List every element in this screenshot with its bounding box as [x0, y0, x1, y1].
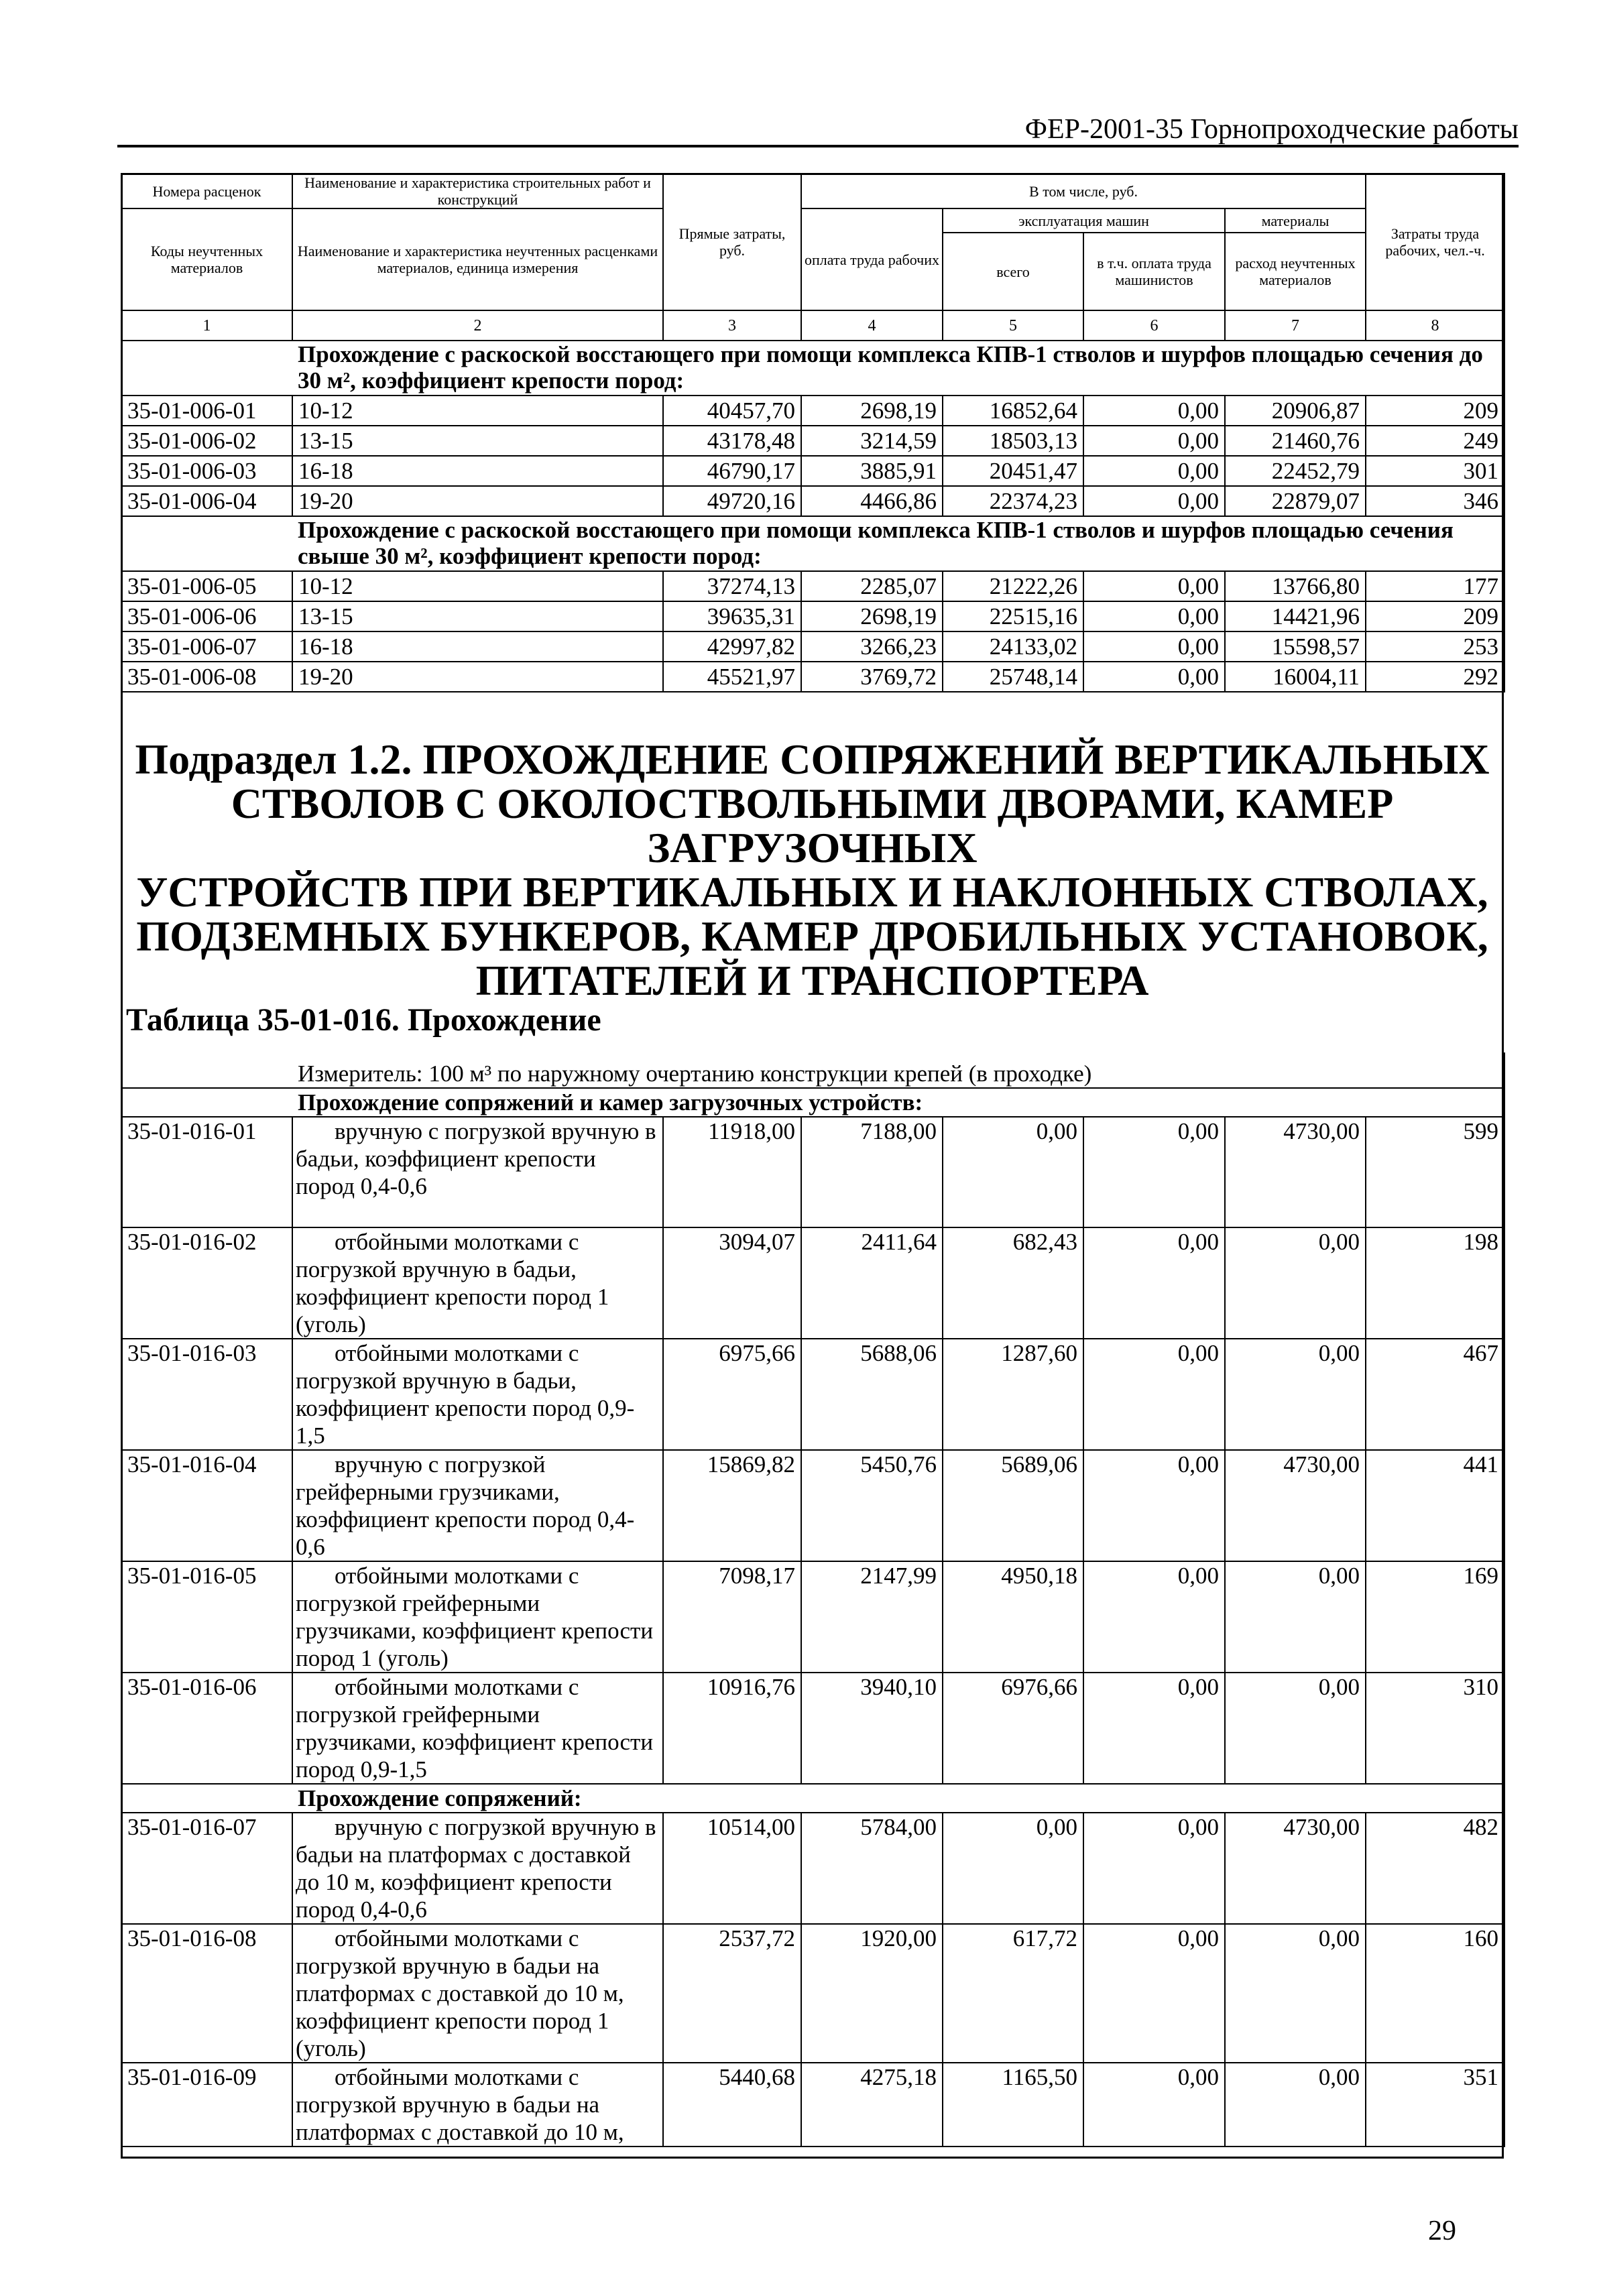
cell-rate-code: 35-01-016-04	[121, 1450, 292, 1561]
cell-machines-total: 1165,50	[943, 2063, 1083, 2147]
header-rule	[117, 145, 1519, 147]
cell-wages: 4466,86	[801, 486, 943, 516]
cell-materials: 22879,07	[1225, 486, 1366, 516]
cell-wages: 1920,00	[801, 1924, 943, 2063]
cell-work-name: 19-20	[292, 662, 663, 692]
subsection-title-line: ПИТАТЕЛЕЙ И ТРАНСПОРТЕРА	[475, 957, 1149, 1004]
subsection-title-line: УСТРОЙСТВ ПРИ ВЕРТИКАЛЬНЫХ И НАКЛОННЫХ СТВОЛАХ,	[136, 868, 1488, 916]
cell-work-name: отбойными молотками с погрузкой грейферными грузчиками, коэффициент крепости пород 1 (уголь)	[292, 1561, 663, 1673]
cell-machines-total: 0,00	[943, 1117, 1083, 1227]
cell-materials: 0,00	[1225, 1673, 1366, 1784]
cell-rate-code: 35-01-016-07	[121, 1813, 292, 1924]
cell-machines-total: 0,00	[943, 1813, 1083, 1924]
table-row	[121, 1813, 1504, 1924]
cell-labor: 599	[1366, 1117, 1504, 1227]
cell-materials: 15598,57	[1225, 631, 1366, 662]
col-name-top: Наименование и характеристика строительных работ и конструкций	[292, 174, 663, 208]
group-spacer	[121, 516, 292, 571]
cell-work-name: 16-18	[292, 456, 663, 486]
cell-work-name: вручную с погрузкой вручную в бадьи, коэффициент крепости пород 0,4-0,6	[292, 1117, 663, 1227]
cell-machines-wages: 0,00	[1083, 2063, 1225, 2147]
group-spacer	[121, 1784, 292, 1813]
cell-machines-wages: 0,00	[1083, 662, 1225, 692]
cell-materials: 20906,87	[1225, 396, 1366, 426]
cell-machines-wages: 0,00	[1083, 1450, 1225, 1561]
cell-labor: 177	[1366, 571, 1504, 601]
cell-direct-costs: 39635,31	[663, 601, 801, 631]
table-row	[121, 1561, 1504, 1673]
group-heading: Прохождение с раскоской восстающего при помощи комплекса КПВ-1 стволов и шурфов площадью сечения до 30 м², коэффициент крепости пород:	[292, 341, 1504, 396]
cell-machines-wages: 0,00	[1083, 486, 1225, 516]
cell-work-name: 10-12	[292, 571, 663, 601]
table-title: Таблица 35-01-016. Прохождение	[126, 1002, 601, 1038]
table-row	[121, 601, 1504, 631]
cell-work-name: отбойными молотками с погрузкой вручную в бадьи на платформах с доставкой до 10 м, коэффициент крепости пород 1 (уголь)	[292, 1924, 663, 2063]
cell-rate-code: 35-01-006-01	[121, 396, 292, 426]
cell-materials: 14421,96	[1225, 601, 1366, 631]
cell-wages: 5450,76	[801, 1450, 943, 1561]
subsection-title-line: СТВОЛОВ С ОКОЛОСТВОЛЬНЫМИ ДВОРАМИ, КАМЕР ЗАГРУЗОЧНЫХ	[231, 780, 1394, 871]
measure-line: Измеритель: 100 м³ по наружному очертанию конструкции крепей (в проходке)	[292, 1052, 1504, 1088]
table-row	[121, 662, 1504, 692]
col-num: 8	[1366, 310, 1504, 341]
group-heading: Прохождение с раскоской восстающего при помощи комплекса КПВ-1 стволов и шурфов площадью сечения свыше 30 м², коэффициент крепости пород:	[292, 516, 1504, 571]
cell-machines-wages: 0,00	[1083, 1813, 1225, 1924]
cell-work-name: 19-20	[292, 486, 663, 516]
table-row	[121, 1924, 1504, 2063]
cell-rate-code: 35-01-006-03	[121, 456, 292, 486]
cell-machines-total: 18503,13	[943, 426, 1083, 456]
cell-machines-total: 16852,64	[943, 396, 1083, 426]
cell-materials: 4730,00	[1225, 1450, 1366, 1561]
cell-labor: 169	[1366, 1561, 1504, 1673]
group-heading: Прохождение сопряжений и камер загрузочных устройств:	[292, 1088, 1504, 1117]
cell-direct-costs: 37274,13	[663, 571, 801, 601]
cell-labor: 292	[1366, 662, 1504, 692]
table-row	[121, 1227, 1504, 1339]
cell-direct-costs: 46790,17	[663, 456, 801, 486]
cell-machines-wages: 0,00	[1083, 1673, 1225, 1784]
col-num: 4	[801, 310, 943, 341]
cell-machines-wages: 0,00	[1083, 396, 1225, 426]
cell-labor: 198	[1366, 1227, 1504, 1339]
table-row	[121, 396, 1504, 426]
cell-machines-total: 22374,23	[943, 486, 1083, 516]
cell-machines-total: 24133,02	[943, 631, 1083, 662]
cell-machines-total: 4950,18	[943, 1561, 1083, 1673]
cell-machines-wages: 0,00	[1083, 1339, 1225, 1450]
cell-labor: 467	[1366, 1339, 1504, 1450]
cell-direct-costs: 10514,00	[663, 1813, 801, 1924]
cell-labor: 160	[1366, 1924, 1504, 2063]
cell-labor: 209	[1366, 601, 1504, 631]
group-heading: Прохождение сопряжений:	[292, 1784, 1504, 1813]
cell-materials: 13766,80	[1225, 571, 1366, 601]
subsection-title-line: ПОДЗЕМНЫХ БУНКЕРОВ, КАМЕР ДРОБИЛЬНЫХ УСТАНОВОК,	[136, 912, 1488, 960]
col-codes-bottom: Коды неучтенных материалов	[121, 208, 292, 310]
col-machines: эксплуатация машин	[943, 208, 1225, 233]
table-row	[121, 631, 1504, 662]
cell-wages: 3769,72	[801, 662, 943, 692]
cell-rate-code: 35-01-016-09	[121, 2063, 292, 2147]
cell-direct-costs: 6975,66	[663, 1339, 801, 1450]
cell-wages: 4275,18	[801, 2063, 943, 2147]
cell-materials: 0,00	[1225, 1339, 1366, 1450]
col-materials: материалы	[1225, 208, 1366, 233]
cell-materials: 0,00	[1225, 1924, 1366, 2063]
cell-machines-total: 22515,16	[943, 601, 1083, 631]
page-number: 29	[1428, 2216, 1456, 2246]
cell-direct-costs: 2537,72	[663, 1924, 801, 2063]
subsection-title-line: Подраздел 1.2. ПРОХОЖДЕНИЕ СОПРЯЖЕНИЙ ВЕРТИКАЛЬНЫХ	[135, 735, 1490, 783]
cell-machines-total: 21222,26	[943, 571, 1083, 601]
table-row	[121, 571, 1504, 601]
cell-wages: 2411,64	[801, 1227, 943, 1339]
col-machines-wages: в т.ч. оплата труда машинистов	[1083, 233, 1225, 310]
cell-machines-wages: 0,00	[1083, 456, 1225, 486]
cell-wages: 2285,07	[801, 571, 943, 601]
cell-rate-code: 35-01-016-03	[121, 1339, 292, 1450]
group-spacer	[121, 341, 292, 396]
cell-wages: 2698,19	[801, 601, 943, 631]
cell-machines-total: 5689,06	[943, 1450, 1083, 1561]
cell-rate-code: 35-01-006-02	[121, 426, 292, 456]
table-row	[121, 426, 1504, 456]
col-num: 3	[663, 310, 801, 341]
cell-work-name: отбойными молотками с погрузкой вручную в бадьи, коэффициент крепости пород 0,9-1,5	[292, 1339, 663, 1450]
cell-work-name: отбойными молотками с погрузкой грейферными грузчиками, коэффициент крепости пород 0,9-1,5	[292, 1673, 663, 1784]
cell-machines-total: 25748,14	[943, 662, 1083, 692]
cell-direct-costs: 5440,68	[663, 2063, 801, 2147]
table-row	[121, 2063, 1504, 2147]
cell-machines-wages: 0,00	[1083, 426, 1225, 456]
col-wages: оплата труда рабочих	[801, 208, 943, 310]
cell-materials: 16004,11	[1225, 662, 1366, 692]
cell-wages: 2147,99	[801, 1561, 943, 1673]
cell-machines-wages: 0,00	[1083, 571, 1225, 601]
cell-machines-wages: 0,00	[1083, 1117, 1225, 1227]
cell-materials: 22452,79	[1225, 456, 1366, 486]
cell-labor: 253	[1366, 631, 1504, 662]
cell-machines-total: 20451,47	[943, 456, 1083, 486]
cell-wages: 3214,59	[801, 426, 943, 456]
cell-wages: 3940,10	[801, 1673, 943, 1784]
cell-wages: 5688,06	[801, 1339, 943, 1450]
cell-materials: 0,00	[1225, 1227, 1366, 1339]
cell-machines-total: 682,43	[943, 1227, 1083, 1339]
cell-materials: 0,00	[1225, 2063, 1366, 2147]
cell-machines-wages: 0,00	[1083, 1561, 1225, 1673]
col-labor: Затраты труда рабочих, чел.-ч.	[1366, 174, 1504, 310]
cell-direct-costs: 7098,17	[663, 1561, 801, 1673]
col-machines-total: всего	[943, 233, 1083, 310]
col-incl: В том числе, руб.	[801, 174, 1366, 208]
cell-machines-total: 617,72	[943, 1924, 1083, 2063]
col-num: 6	[1083, 310, 1225, 341]
cell-rate-code: 35-01-006-08	[121, 662, 292, 692]
cell-rate-code: 35-01-006-05	[121, 571, 292, 601]
table-row	[121, 1673, 1504, 1784]
cell-work-name: вручную с погрузкой вручную в бадьи на платформах с доставкой до 10 м, коэффициент крепости пород 0,4-0,6	[292, 1813, 663, 1924]
cell-work-name: 13-15	[292, 426, 663, 456]
cell-rate-code: 35-01-016-05	[121, 1561, 292, 1673]
cell-direct-costs: 11918,00	[663, 1117, 801, 1227]
cell-rate-code: 35-01-006-06	[121, 601, 292, 631]
table-row	[121, 1117, 1504, 1227]
cell-materials: 0,00	[1225, 1561, 1366, 1673]
table-row	[121, 456, 1504, 486]
cell-work-name: отбойными молотками с погрузкой вручную в бадьи на платформах с доставкой до 10 м,	[292, 2063, 663, 2147]
cell-direct-costs: 42997,82	[663, 631, 801, 662]
cell-rate-code: 35-01-006-04	[121, 486, 292, 516]
cell-wages: 5784,00	[801, 1813, 943, 1924]
measure-spacer	[121, 1052, 292, 1088]
cell-machines-wages: 0,00	[1083, 1924, 1225, 2063]
cell-direct-costs: 40457,70	[663, 396, 801, 426]
cell-work-name: 13-15	[292, 601, 663, 631]
cell-wages: 2698,19	[801, 396, 943, 426]
cell-labor: 249	[1366, 426, 1504, 456]
cell-rate-code: 35-01-016-02	[121, 1227, 292, 1339]
cell-machines-wages: 0,00	[1083, 631, 1225, 662]
table-row	[121, 1450, 1504, 1561]
cell-work-name: отбойными молотками с погрузкой вручную в бадьи, коэффициент крепости пород 1 (уголь)	[292, 1227, 663, 1339]
cell-direct-costs: 45521,97	[663, 662, 801, 692]
cell-machines-wages: 0,00	[1083, 1227, 1225, 1339]
table-row	[121, 486, 1504, 516]
running-header: ФЕР-2001-35 Горнопроходческие работы	[1024, 114, 1519, 145]
cell-labor: 351	[1366, 2063, 1504, 2147]
cell-labor: 346	[1366, 486, 1504, 516]
col-direct-costs: Прямые затраты, руб.	[663, 174, 801, 310]
cell-labor: 209	[1366, 396, 1504, 426]
cell-materials: 4730,00	[1225, 1117, 1366, 1227]
cell-wages: 7188,00	[801, 1117, 943, 1227]
cell-rate-code: 35-01-016-06	[121, 1673, 292, 1784]
cell-direct-costs: 15869,82	[663, 1450, 801, 1561]
cell-work-name: вручную с погрузкой грейферными грузчиками, коэффициент крепости пород 0,4-0,6	[292, 1450, 663, 1561]
col-num: 5	[943, 310, 1083, 341]
subsection-title	[121, 737, 1504, 1003]
cell-direct-costs: 43178,48	[663, 426, 801, 456]
cell-rate-code: 35-01-016-01	[121, 1117, 292, 1227]
cell-wages: 3885,91	[801, 456, 943, 486]
cell-materials: 4730,00	[1225, 1813, 1366, 1924]
cell-labor: 441	[1366, 1450, 1504, 1561]
col-num: 1	[121, 310, 292, 341]
rates-table-016	[121, 1052, 1505, 2147]
cell-work-name: 10-12	[292, 396, 663, 426]
col-name-bottom: Наименование и характеристика неучтенных расценками материалов, единица измерения	[292, 208, 663, 310]
col-codes-top: Номера расценок	[121, 174, 292, 208]
col-materials-unacc: расход неучтенных материалов	[1225, 233, 1366, 310]
cell-labor: 310	[1366, 1673, 1504, 1784]
cell-wages: 3266,23	[801, 631, 943, 662]
cell-rate-code: 35-01-006-07	[121, 631, 292, 662]
cell-labor: 482	[1366, 1813, 1504, 1924]
cell-direct-costs: 3094,07	[663, 1227, 801, 1339]
rates-table-006	[121, 173, 1505, 692]
cell-rate-code: 35-01-016-08	[121, 1924, 292, 2063]
cell-direct-costs: 49720,16	[663, 486, 801, 516]
cell-machines-wages: 0,00	[1083, 601, 1225, 631]
cell-machines-total: 6976,66	[943, 1673, 1083, 1784]
cell-direct-costs: 10916,76	[663, 1673, 801, 1784]
col-num: 2	[292, 310, 663, 341]
col-num: 7	[1225, 310, 1366, 341]
cell-work-name: 16-18	[292, 631, 663, 662]
cell-labor: 301	[1366, 456, 1504, 486]
cell-materials: 21460,76	[1225, 426, 1366, 456]
table-row	[121, 1339, 1504, 1450]
cell-machines-total: 1287,60	[943, 1339, 1083, 1450]
group-spacer	[121, 1088, 292, 1117]
